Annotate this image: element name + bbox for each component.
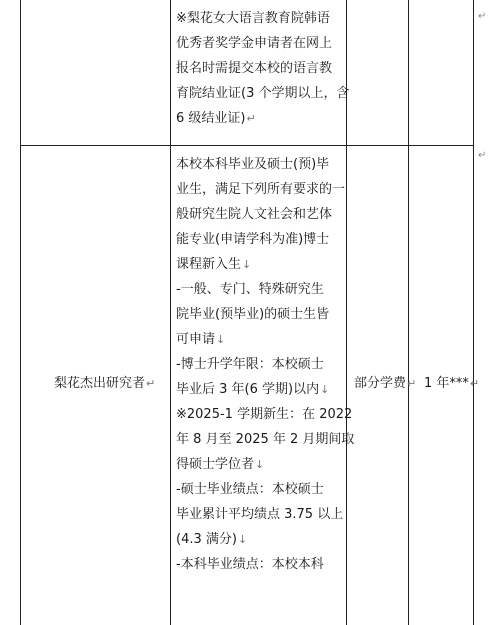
note-line: 优秀者奖学金申请者在网上 — [176, 36, 333, 51]
detail-line: 年 8 月至 2025 年 2 月期间取 — [176, 432, 355, 447]
detail-line: -一般、专门、特殊研究生 — [176, 282, 324, 297]
note-line: 报名时需提交本校的语言教 — [176, 61, 333, 76]
detail-line: 业生，满足下列所有要求的一 — [176, 182, 346, 197]
eligibility-detail — [176, 152, 355, 577]
detail-line: ※2025-1 学期新生：在 2022 — [176, 407, 353, 422]
detail-line: 得硕士学位者↓ — [176, 457, 265, 472]
detail-line: 可申请↓ — [176, 332, 226, 347]
detail-line: 院毕业(预毕业)的硕士生皆 — [176, 307, 330, 322]
scholarship-note — [176, 6, 348, 131]
note-line: 6 级结业证)↵ — [176, 111, 256, 126]
detail-line: (4.3 满分)↓ — [176, 532, 248, 547]
scholarship-benefit: 部分学费↵ — [354, 376, 417, 391]
table-border-col3 — [408, 0, 409, 625]
table-row-divider — [20, 145, 474, 146]
detail-line: 能专业(申请学科为准)博士 — [176, 232, 330, 247]
scholarship-duration: 1 年***↵ — [424, 376, 480, 391]
detail-line: 般研究生院人文社会和艺体 — [176, 207, 333, 222]
table-border-left — [20, 0, 21, 625]
note-line: ※梨花女大语言教育院韩语 — [176, 11, 330, 26]
cell-end-mark: ↵ — [478, 150, 487, 161]
table-border-col1 — [170, 0, 171, 625]
detail-line: 毕业累计平均绩点 3.75 以上 — [176, 507, 344, 522]
cell-end-mark: ↵ — [478, 11, 487, 22]
detail-line: 毕业后 3 年(6 学期)以内↓ — [176, 382, 330, 397]
scholarship-name: 梨花杰出研究者↵ — [54, 376, 156, 391]
detail-line: -本科毕业绩点：本校本科 — [176, 557, 324, 572]
detail-line: -硕士毕业绩点：本校硕士 — [176, 482, 324, 497]
note-line: 育院结业证(3 个学期以上，含 — [176, 86, 350, 101]
detail-line: 课程新入生↓ — [176, 257, 252, 272]
table-border-right — [473, 0, 474, 625]
detail-line: -博士升学年限：本校硕士 — [176, 357, 324, 372]
detail-line: 本校本科毕业及硕士(预)毕 — [176, 157, 330, 172]
